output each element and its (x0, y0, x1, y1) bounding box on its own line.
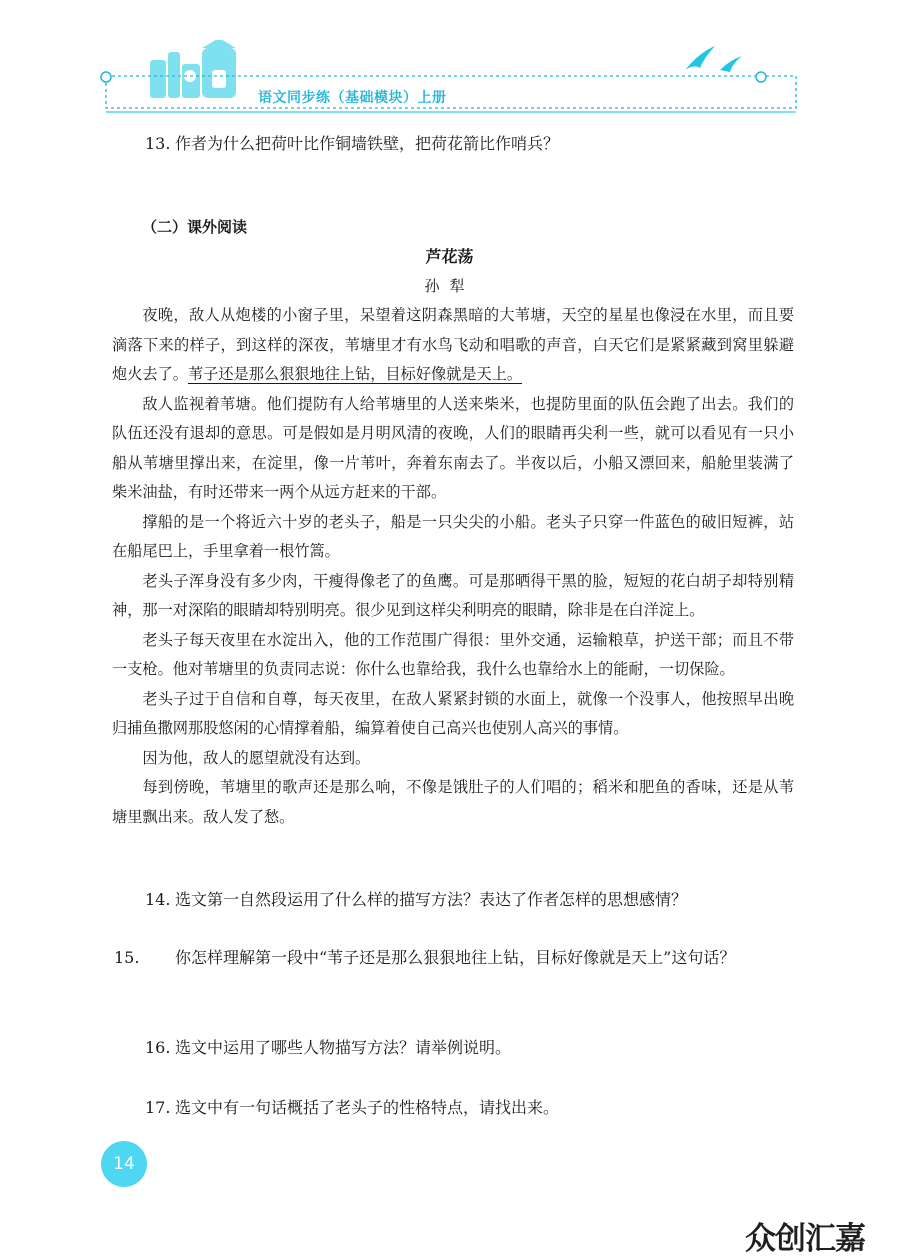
castle-illustration-icon (150, 40, 236, 98)
question-14 (145, 886, 687, 914)
question-number: 16. (145, 1038, 171, 1057)
birds-icon (685, 46, 742, 72)
paragraph: 撑船的是一个将近六十岁的老头子，船是一只尖尖的小船。老头子只穿一件蓝色的破旧短裤，站在船尾巴上，手里拿着一根竹篙。 (112, 512, 794, 560)
question-text: 选文中运用了哪些人物描写方法？请举例说明。 (175, 1038, 512, 1057)
page-number: 14 (101, 1141, 147, 1187)
reading-passage (112, 301, 794, 832)
paragraph: 每到傍晚，苇塘里的歌声还是那么响，不像是饿肚子的人们唱的；稻米和肥鱼的香味，还是从苇塘里飘出来。敌人发了愁。 (112, 778, 794, 826)
paragraph: 老头子每天夜里在水淀出入，他的工作范围广得很：里外交通，运输粮草，护送干部；而且不带一支枪。他对苇塘里的负责同志说：你什么也靠给我，我什么也靠给水上的能耐，一切保险。 (112, 630, 794, 678)
question-13 (145, 130, 559, 158)
paragraph: 因为他，敌人的愿望就没有达到。 (142, 748, 371, 767)
question-number: 14. (145, 890, 171, 909)
paragraph: 老头子过于自信和自尊，每天夜里，在敌人紧紧封锁的水面上，就像一个没事人，他按照早出晚归捕鱼撒网那股悠闲的心情撑着船，编算着使自己高兴也使别人高兴的事情。 (112, 689, 794, 737)
question-number: 13. (145, 134, 171, 153)
paragraph: 老头子浑身没有多少肉，干瘦得像老了的鱼鹰。可是那晒得干黑的脸，短短的花白胡子却特别精神，那一对深陷的眼睛却特别明亮。很少见到这样尖利明亮的眼睛，除非是在白洋淀上。 (112, 571, 794, 619)
paragraph: 敌人监视着苇塘。他们提防有人给苇塘里的人送来柴米，也提防里面的队伍会跑了出去。我们的队伍还没有退却的意思。可是假如是月明风清的夜晚，人们的眼睛再尖利一些，就可以看见有一只小船从苇塘里撑出来，在淀里，像一片苇叶，奔着东南去了。半夜以后，小船又漂回来，船舱里装满了柴米油盐，有时还带来一两个从远方赶来的干部。 (112, 394, 794, 501)
question-17 (145, 1094, 559, 1122)
question-number: 15. (114, 948, 140, 967)
article-title: 芦花荡 (425, 247, 474, 266)
question-text: 你怎样理解第一段中“苇子还是那么狠狠地往上钻，目标好像就是天上”这句话？ (175, 948, 736, 967)
question-15 (114, 944, 826, 972)
watermark: 众创汇嘉 (745, 1221, 865, 1257)
question-16 (145, 1034, 511, 1062)
question-number: 17. (145, 1098, 171, 1117)
article-author: 孙犁 (424, 277, 475, 295)
page-header (100, 40, 800, 120)
question-text: 作者为什么把荷叶比作铜墙铁壁，把荷花箭比作哨兵？ (175, 134, 560, 153)
header-title: 语文同步练（基础模块）上册 (258, 90, 447, 106)
question-text: 选文第一自然段运用了什么样的描写方法？表达了作者怎样的思想感情？ (175, 890, 688, 909)
paragraph: 夜晚，敌人从炮楼的小窗子里，呆望着这阴森黑暗的大苇塘，天空的星星也像浸在水里，而且要滴落下来的样子，到这样的深夜，苇塘里才有水鸟飞动和唱歌的声音，白天它们是紧紧藏到窝里躲避炮火去了。苇子还是那么狠狠地往上钻，目标好像就是天上。 (112, 306, 794, 383)
question-text: 选文中有一句话概括了老头子的性格特点，请找出来。 (175, 1098, 560, 1117)
underlined-sentence: 苇子还是那么狠狠地往上钻，目标好像就是天上。 (187, 365, 523, 383)
section-title: （二）课外阅读 (142, 218, 248, 236)
header-decoration (100, 40, 800, 120)
